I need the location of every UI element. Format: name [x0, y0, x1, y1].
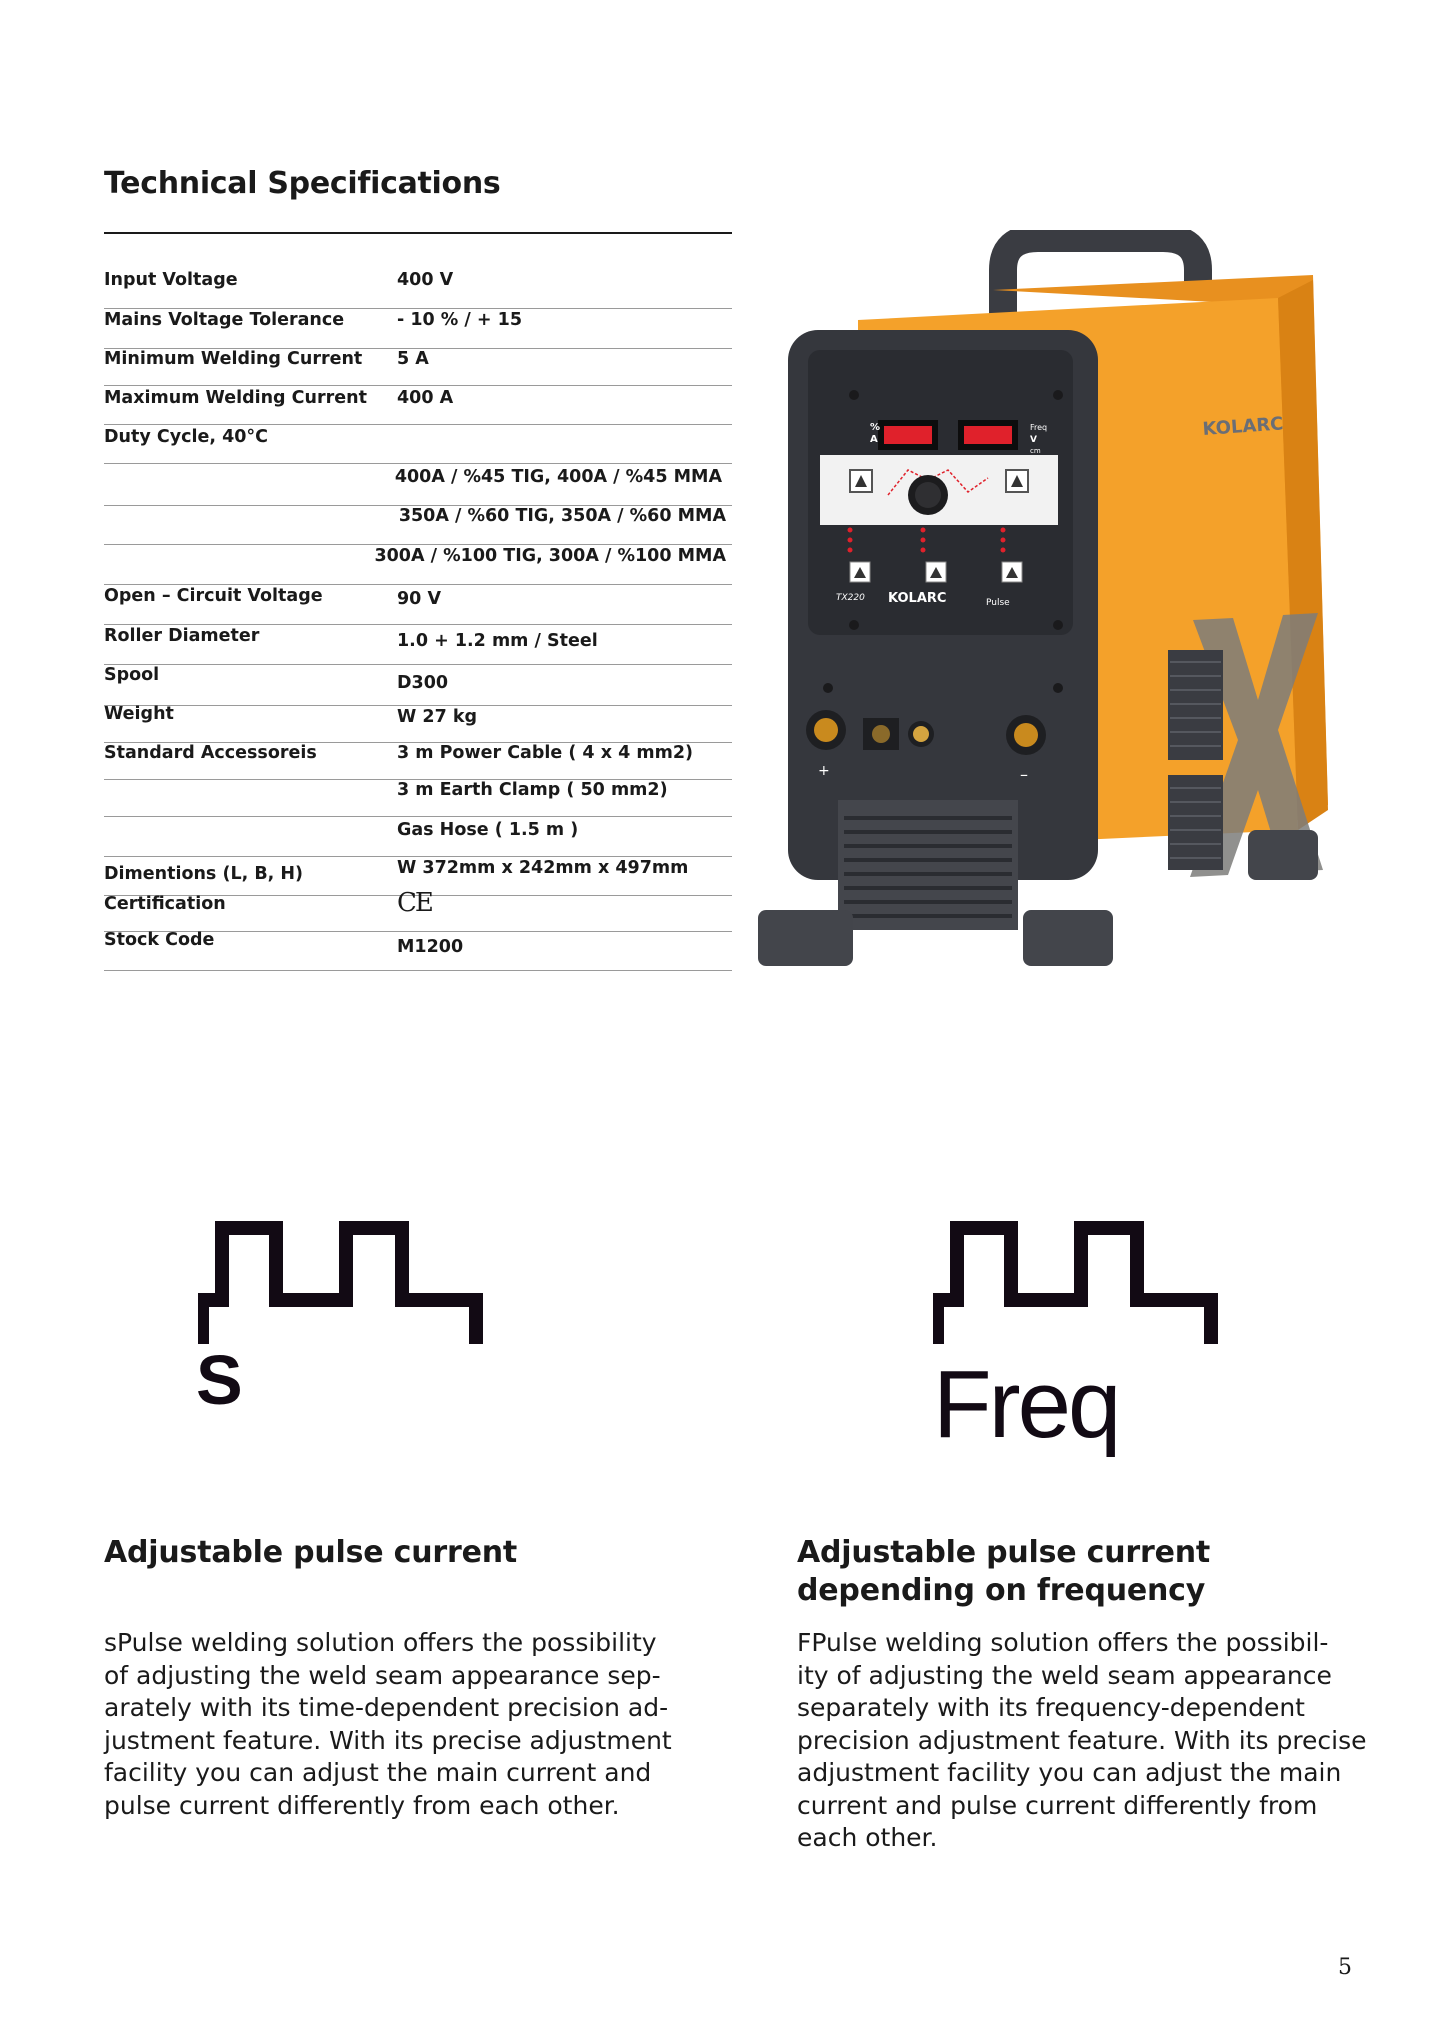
- spec-label: Minimum Welding Current: [104, 349, 363, 369]
- spec-value: 3 m Earth Clamp ( 50 mm2): [397, 780, 668, 800]
- spec-value: 5 A: [397, 349, 429, 369]
- spec-value: 3 m Power Cable ( 4 x 4 mm2): [397, 743, 693, 763]
- mode-label: Pulse: [986, 598, 1010, 608]
- spec-row: [104, 388, 732, 425]
- feature-text-line: each other.: [797, 1823, 938, 1852]
- feature-text-line: current and pulse current differently from: [797, 1790, 1318, 1820]
- spec-value: 1.0 + 1.2 mm / Steel: [397, 631, 598, 651]
- fpulse-icon-label: Freq: [933, 1351, 1119, 1458]
- panel-label: cm: [1030, 447, 1041, 455]
- spec-row: [104, 270, 732, 309]
- spec-value: D300: [397, 673, 449, 693]
- spec-row: [104, 506, 732, 545]
- spec-label: Input Voltage: [104, 270, 238, 290]
- panel-label: A: [870, 434, 878, 445]
- spec-label: Stock Code: [104, 930, 215, 950]
- spec-row: [104, 743, 732, 780]
- spec-label: Spool: [104, 665, 160, 685]
- spec-label: Open – Circuit Voltage: [104, 586, 323, 606]
- feature-text-line: pulse current differently from each other.: [104, 1790, 620, 1820]
- spec-row: [104, 626, 732, 665]
- spec-value: M1200: [397, 937, 464, 957]
- svg-text:+: +: [818, 763, 830, 779]
- feature-title-line: Adjustable pulse current: [797, 1535, 1211, 1570]
- spec-label: Standard Accessoreis: [104, 743, 317, 763]
- spec-row: [104, 930, 732, 971]
- spec-row: [104, 349, 732, 386]
- feature-text-line: sPulse welding solution offers the possibility: [104, 1628, 657, 1657]
- spec-row: [104, 546, 732, 585]
- spulse-icon: [198, 1218, 484, 1348]
- spulse-icon-label: S: [196, 1341, 243, 1419]
- spec-row: [104, 704, 732, 743]
- spec-value: - 10 % / + 15: [397, 310, 523, 330]
- spec-row: [104, 310, 732, 349]
- ce-mark: CE: [397, 888, 432, 918]
- spec-row: [104, 427, 732, 464]
- feature-text-line: of adjusting the weld seam appearance sep-: [104, 1660, 661, 1690]
- spec-value: 400A / %45 TIG, 400A / %45 MMA: [394, 467, 722, 487]
- fpulse-icon: [933, 1218, 1219, 1348]
- spec-label: Weight: [104, 704, 174, 724]
- spec-row: [104, 780, 732, 817]
- spec-value: W 372mm x 242mm x 497mm: [397, 858, 689, 878]
- spec-value: 400 V: [397, 270, 454, 290]
- feature-text-line: precision adjustment feature. With its precise: [797, 1725, 1367, 1755]
- panel-label: %: [870, 422, 881, 433]
- spec-row: [104, 888, 732, 932]
- page-title: Technical Specifications: [104, 166, 501, 201]
- feature-title: [104, 1534, 517, 1572]
- spec-value: Gas Hose ( 1.5 m ): [397, 820, 579, 840]
- feature-text-line: separately with its frequency-dependent: [797, 1693, 1305, 1722]
- brand-logo: KOLARC: [888, 591, 947, 606]
- model-label: TX220: [836, 593, 865, 603]
- feature-title: [797, 1534, 1210, 1610]
- spec-row: [104, 820, 732, 857]
- feature-description: [797, 1627, 1367, 1855]
- feature-description: [104, 1627, 672, 1822]
- panel-label: V: [1030, 435, 1037, 445]
- spec-label: Roller Diameter: [104, 626, 260, 646]
- spec-label: Maximum Welding Current: [104, 388, 367, 408]
- feature-text-line: adjustment facility you can adjust the main: [797, 1758, 1342, 1787]
- svg-text:–: –: [1020, 765, 1028, 784]
- spec-value: 400 A: [397, 388, 454, 408]
- spec-label: Dimentions (L, B, H): [104, 864, 304, 884]
- feature-text-line: FPulse welding solution offers the possibil-: [797, 1628, 1329, 1657]
- spec-label: Duty Cycle, 40°C: [104, 427, 269, 447]
- panel-label: Freq: [1030, 423, 1048, 432]
- spec-value: 300A / %100 TIG, 300A / %100 MMA: [374, 546, 726, 566]
- spec-row: [104, 467, 732, 506]
- spec-row: [104, 665, 732, 706]
- feature-text-line: facility you can adjust the main current and: [104, 1758, 652, 1787]
- feature-text-line: arately with its time-dependent precision ad-: [104, 1693, 669, 1722]
- spec-value: 90 V: [397, 589, 441, 609]
- spec-label: Certification: [104, 894, 226, 914]
- spec-value: W 27 kg: [397, 707, 478, 727]
- spec-label: Mains Voltage Tolerance: [104, 310, 345, 330]
- page-number: 5: [1338, 1955, 1352, 1980]
- title-divider: [104, 232, 732, 234]
- feature-title-line: depending on frequency: [797, 1573, 1206, 1608]
- body-brand-logo: KOLARC: [1201, 413, 1285, 440]
- feature-text-line: justment feature. With its precise adjustment: [104, 1725, 672, 1755]
- spec-value: 350A / %60 TIG, 350A / %60 MMA: [398, 506, 726, 526]
- feature-title-line: Adjustable pulse current: [104, 1535, 518, 1570]
- feature-text-line: ity of adjusting the weld seam appearance: [797, 1660, 1332, 1690]
- welding-machine-image: [758, 230, 1343, 970]
- spec-row: [104, 586, 732, 625]
